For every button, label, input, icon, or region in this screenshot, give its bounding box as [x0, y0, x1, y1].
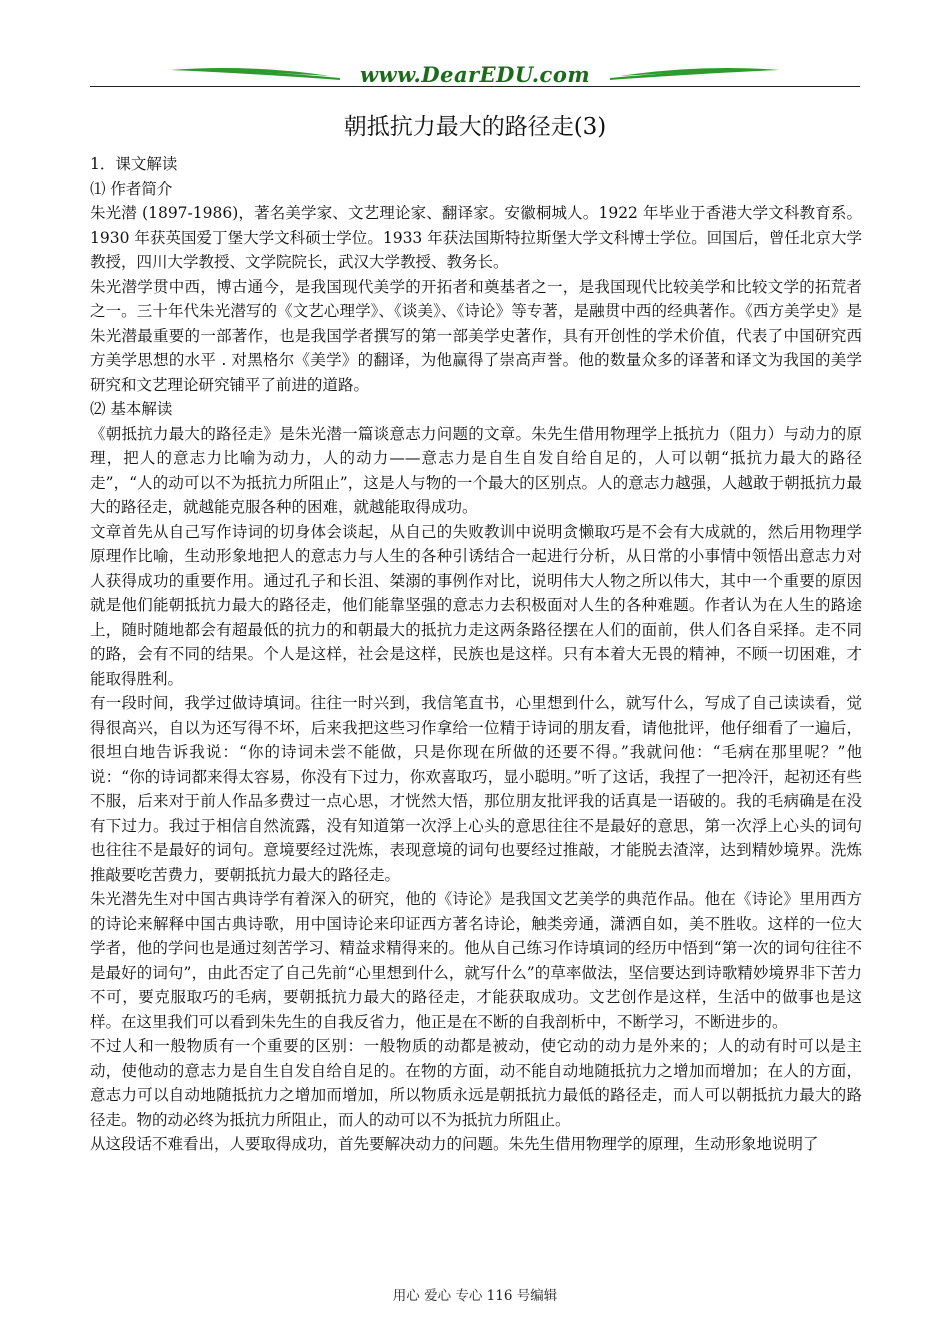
site-logo-text[interactable]: www.DearEDU.com	[359, 62, 591, 87]
page-title: 朝抵抗力最大的路径走(3)	[343, 114, 607, 140]
subsection-heading: ⑵ 基本解读	[90, 400, 173, 418]
paragraph: 不过人和一般物质有一个重要的区别：一般物质的动都是被动，使它动的动力是外来的；人的动有时可以是主动，使他动的意志力是自生自发自给自足的。在物的方面，动不能自动地随抵抗力之增加而增加；在人的方面，意志力可以自动地随抵抗力之增加而增加，所以物质永远是朝抵抗力最低的路径走，而人可以朝抵抗力最大的路径走。物的动必终为抵抗力所阻止，而人的动可以不为抵抗力所阻止。	[90, 1037, 862, 1129]
paragraph: 《朝抵抗力最大的路径走》是朱光潜一篇谈意志力问题的文章。朱先生借用物理学上抵抗力（阻力）与动力的原理，把人的意志力比喻为动力，人的动力——意志力是自生自发自给自足的，人可以朝“抵抗力最大的路径走”，“人的动可以不为抵抗力所阻止”，这是人与物的一个最大的区别点。人的意志力越强，人越敢于朝抵抗力最大的路径走，就越能克服各种的困难，就越能取得成功。	[90, 424, 862, 516]
subsection-heading: ⑴ 作者简介	[90, 179, 173, 198]
header-divider	[90, 86, 860, 87]
paragraph: 从这段话不难看出，人要取得成功，首先要解决动力的问题。朱先生借用物理学的原理，生动形象地说明了	[90, 1135, 819, 1153]
paragraph: 朱光潜学贯中西，博古通今，是我国现代美学的开拓者和奠基者之一，是我国现代比较美学和比较文学的拓荒者之一。三十年代朱光潜写的《文艺心理学》、《谈美》、《诗论》等专著，是融贯中西的经典著作。《西方美学史》是朱光潜最重要的一部著作，也是我国学者撰写的第一部美学史著作，具有开创性的学术价值，代表了中国研究西方美学思想的水平 . 对黑格尔《美学》的翻译，为他赢得了崇高声誉。他的数量众多的译著和译文为我国的美学研究和文艺理论研究铺平了前进的道路。	[90, 277, 862, 394]
paragraph: 朱光潜先生对中国古典诗学有着深入的研究，他的《诗论》是我国文艺美学的典范作品。他在《诗论》里用西方的诗论来解释中国古典诗歌，用中国诗论来印证西方著名诗论，触类旁通，潇洒自如，美不胜收。这样的一位大学者，他的学问也是通过刻苦学习、精益求精得来的。他从自己练习作诗填词的经历中悟到“第一次的词句往往不是最好的词句”，由此否定了自己先前“心里想到什么，就写什么”的草率做法，坚信要达到诗歌精妙境界非下苦力不可，要克服取巧的毛病，要朝抵抗力最大的路径走，才能获取成功。文艺创作是这样，生活中的做事也是这样。在这里我们可以看到朱先生的自我反省力，他正是在不断的自我剖析中，不断学习，不断进步的。	[90, 890, 862, 1031]
paragraph: 文章首先从自己写作诗词的切身体会谈起，从自己的失败教训中说明贪懒取巧是不会有大成就的，然后用物理学原理作比喻，生动形象地把人的意志力与人生的各种引诱结合一起进行分析，从日常的小事情中领悟出意志力对人获得成功的重要作用。通过孔子和长沮、桀溺的事例作对比，说明伟大人物之所以伟大，其中一个重要的原因就是他们能朝抵抗力最大的路径走，他们能靠坚强的意志力去积极面对人生的各种难题。作者认为在人生的路途上，随时随地都会有超最低的抗力的和朝最大的抵抗力走这两条路径摆在人们的面前，供人们各自采择。走不同的路，会有不同的结果。个人是这样，社会是这样，民族也是这样。只有本着大无畏的精神，不顾一切困难，才能取得胜利。	[90, 522, 862, 688]
section-heading: 1．课文解读	[90, 155, 178, 173]
paragraph: 朱光潜 (1897-1986)，著名美学家、文艺理论家、翻译家。安徽桐城人。1922 年毕业于香港大学文科教育系。1930 年获英国爱丁堡大学文科硕士学位。1933 年获法国斯特拉斯堡大学文科博士学位。回国后，曾任北京大学教授，四川大学教授、文学院院长，武汉大学教授、教务长。	[90, 204, 862, 271]
paragraph: 有一段时间，我学过做诗填词。往往一时兴到，我信笔直书，心里想到什么，就写什么，写成了自己读读看，觉得很高兴，自以为还写得不坏，后来我把这些习作拿给一位精于诗词的朋友看，请他批评，他仔细看了一遍后，很坦白地告诉我说：“你的诗词未尝不能做，只是你现在所做的还要不得。”我就问他：“毛病在那里呢？”他说：“你的诗词都来得太容易，你没有下过力，你欢喜取巧，显小聪明。”听了这话，我捏了一把冷汗，起初还有些不服，后来对于前人作品多费过一点心思，才恍然大悟，那位朋友批评我的话真是一语破的。我的毛病确是在没有下过力。我过于相信自然流露，没有知道第一次浮上心头的意思往往不是最好的意思，第一次浮上心头的词句也往往不是最好的词句。意境要经过洗炼，表现意境的词句也要经过推敲，才能脱去渣滓，达到精妙境界。洗炼推敲要吃苦费力，要朝抵抗力最大的路径走。	[90, 694, 862, 884]
article-body	[90, 152, 862, 1157]
page-footer: 用心 爱心 专心 116 号编辑	[392, 1288, 558, 1304]
